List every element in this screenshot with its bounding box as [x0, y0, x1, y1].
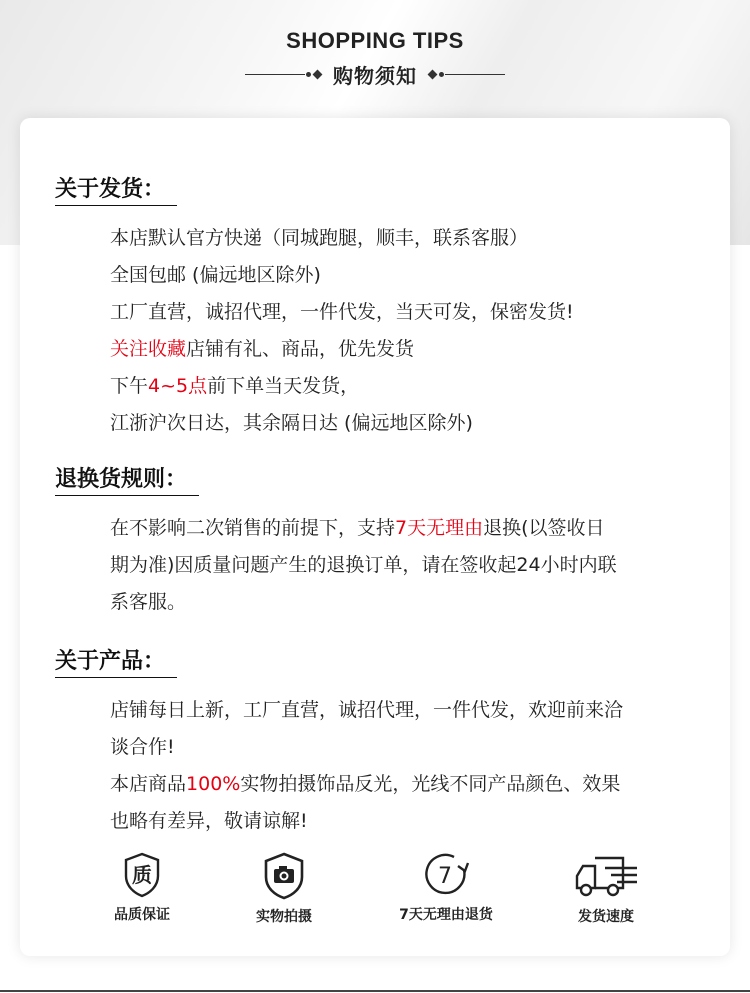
- service-badges: [0, 852, 750, 932]
- section-body: [110, 220, 705, 442]
- tips-card: [20, 118, 730, 956]
- body-text: 工厂直营，诚招代理，一件代发，当天可发，保密发货!: [110, 301, 574, 323]
- header-subtitle-row: [0, 60, 750, 89]
- highlight-text: 4~5点: [148, 375, 208, 397]
- left-ornament: [245, 71, 323, 78]
- section-title: 退换货规则：: [55, 462, 199, 496]
- body-line: [110, 405, 705, 442]
- highlight-text: 100%: [186, 773, 241, 795]
- body-line: [110, 331, 705, 368]
- body-line: [110, 803, 705, 840]
- body-line: [110, 729, 705, 766]
- badge-label: 品质保证: [114, 907, 170, 923]
- body-text: 在不影响二次销售的前提下，支持: [110, 517, 396, 539]
- section-products: [55, 644, 705, 840]
- header-title-en: SHOPPING TIPS: [286, 28, 464, 53]
- section-title: 关于产品：: [55, 644, 177, 678]
- section-body: [110, 692, 705, 840]
- body-text: 也略有差异，敬请谅解!: [110, 810, 308, 832]
- body-line: [110, 368, 705, 405]
- body-text: 江浙沪次日达，其余隔日达 (偏远地区除外): [110, 412, 473, 434]
- section-returns: [55, 462, 705, 621]
- body-line: [110, 547, 705, 584]
- body-text: 店铺每日上新，工厂直营，诚招代理，一件代发，欢迎前来洽: [110, 699, 624, 721]
- body-line: [110, 220, 705, 257]
- highlight-text: 关注收藏: [110, 338, 187, 360]
- body-line: [110, 257, 705, 294]
- body-text: 本店默认官方快递（同城跑腿，顺丰，联系客服）: [110, 227, 529, 249]
- seven-glyph: 7: [438, 864, 452, 889]
- badge-label: 7天无理由退货: [399, 907, 493, 923]
- body-line: [110, 584, 705, 621]
- quality-glyph: 质: [132, 863, 152, 887]
- body-text: 谈合作!: [110, 736, 175, 758]
- body-text: 系客服。: [110, 591, 187, 613]
- body-text: 本店商品: [110, 773, 187, 795]
- camera-shield-icon: [262, 852, 306, 900]
- section-body: [110, 510, 705, 621]
- body-line: [110, 766, 705, 803]
- page-header: [0, 28, 750, 89]
- body-text: 全国包邮 (偏远地区除外): [110, 264, 321, 286]
- header-title-cn: 购物须知: [333, 64, 417, 88]
- section-title: 关于发货：: [55, 172, 177, 206]
- body-line: [110, 294, 705, 331]
- badge-seven-day: [376, 852, 516, 924]
- body-line: [110, 510, 705, 547]
- badge-real-photo: [214, 852, 354, 926]
- quality-shield-icon: [122, 852, 162, 898]
- body-text: 下午: [110, 375, 149, 397]
- body-line: [110, 692, 705, 729]
- badge-label: 发货速度: [578, 909, 634, 925]
- body-text: 实物拍摄饰品反光，光线不同产品颜色、效果: [240, 773, 621, 795]
- badge-label: 实物拍摄: [256, 909, 312, 925]
- body-text: 前下单当天发货，: [207, 375, 360, 397]
- body-text: 期为准)因质量问题产生的退换订单，请在签收起24小时内联: [110, 554, 617, 576]
- bottom-divider: [0, 990, 750, 992]
- body-text: 店铺有礼、商品，优先发货: [186, 338, 415, 360]
- body-text: 退换(以签收日: [483, 517, 605, 539]
- delivery-truck-icon: [573, 852, 639, 900]
- seven-day-return-icon: [422, 852, 470, 898]
- section-shipping: [55, 172, 705, 442]
- badge-delivery: [536, 852, 676, 926]
- right-ornament: [427, 71, 505, 78]
- highlight-text: 7天无理由: [395, 517, 484, 539]
- badge-quality: [72, 852, 212, 924]
